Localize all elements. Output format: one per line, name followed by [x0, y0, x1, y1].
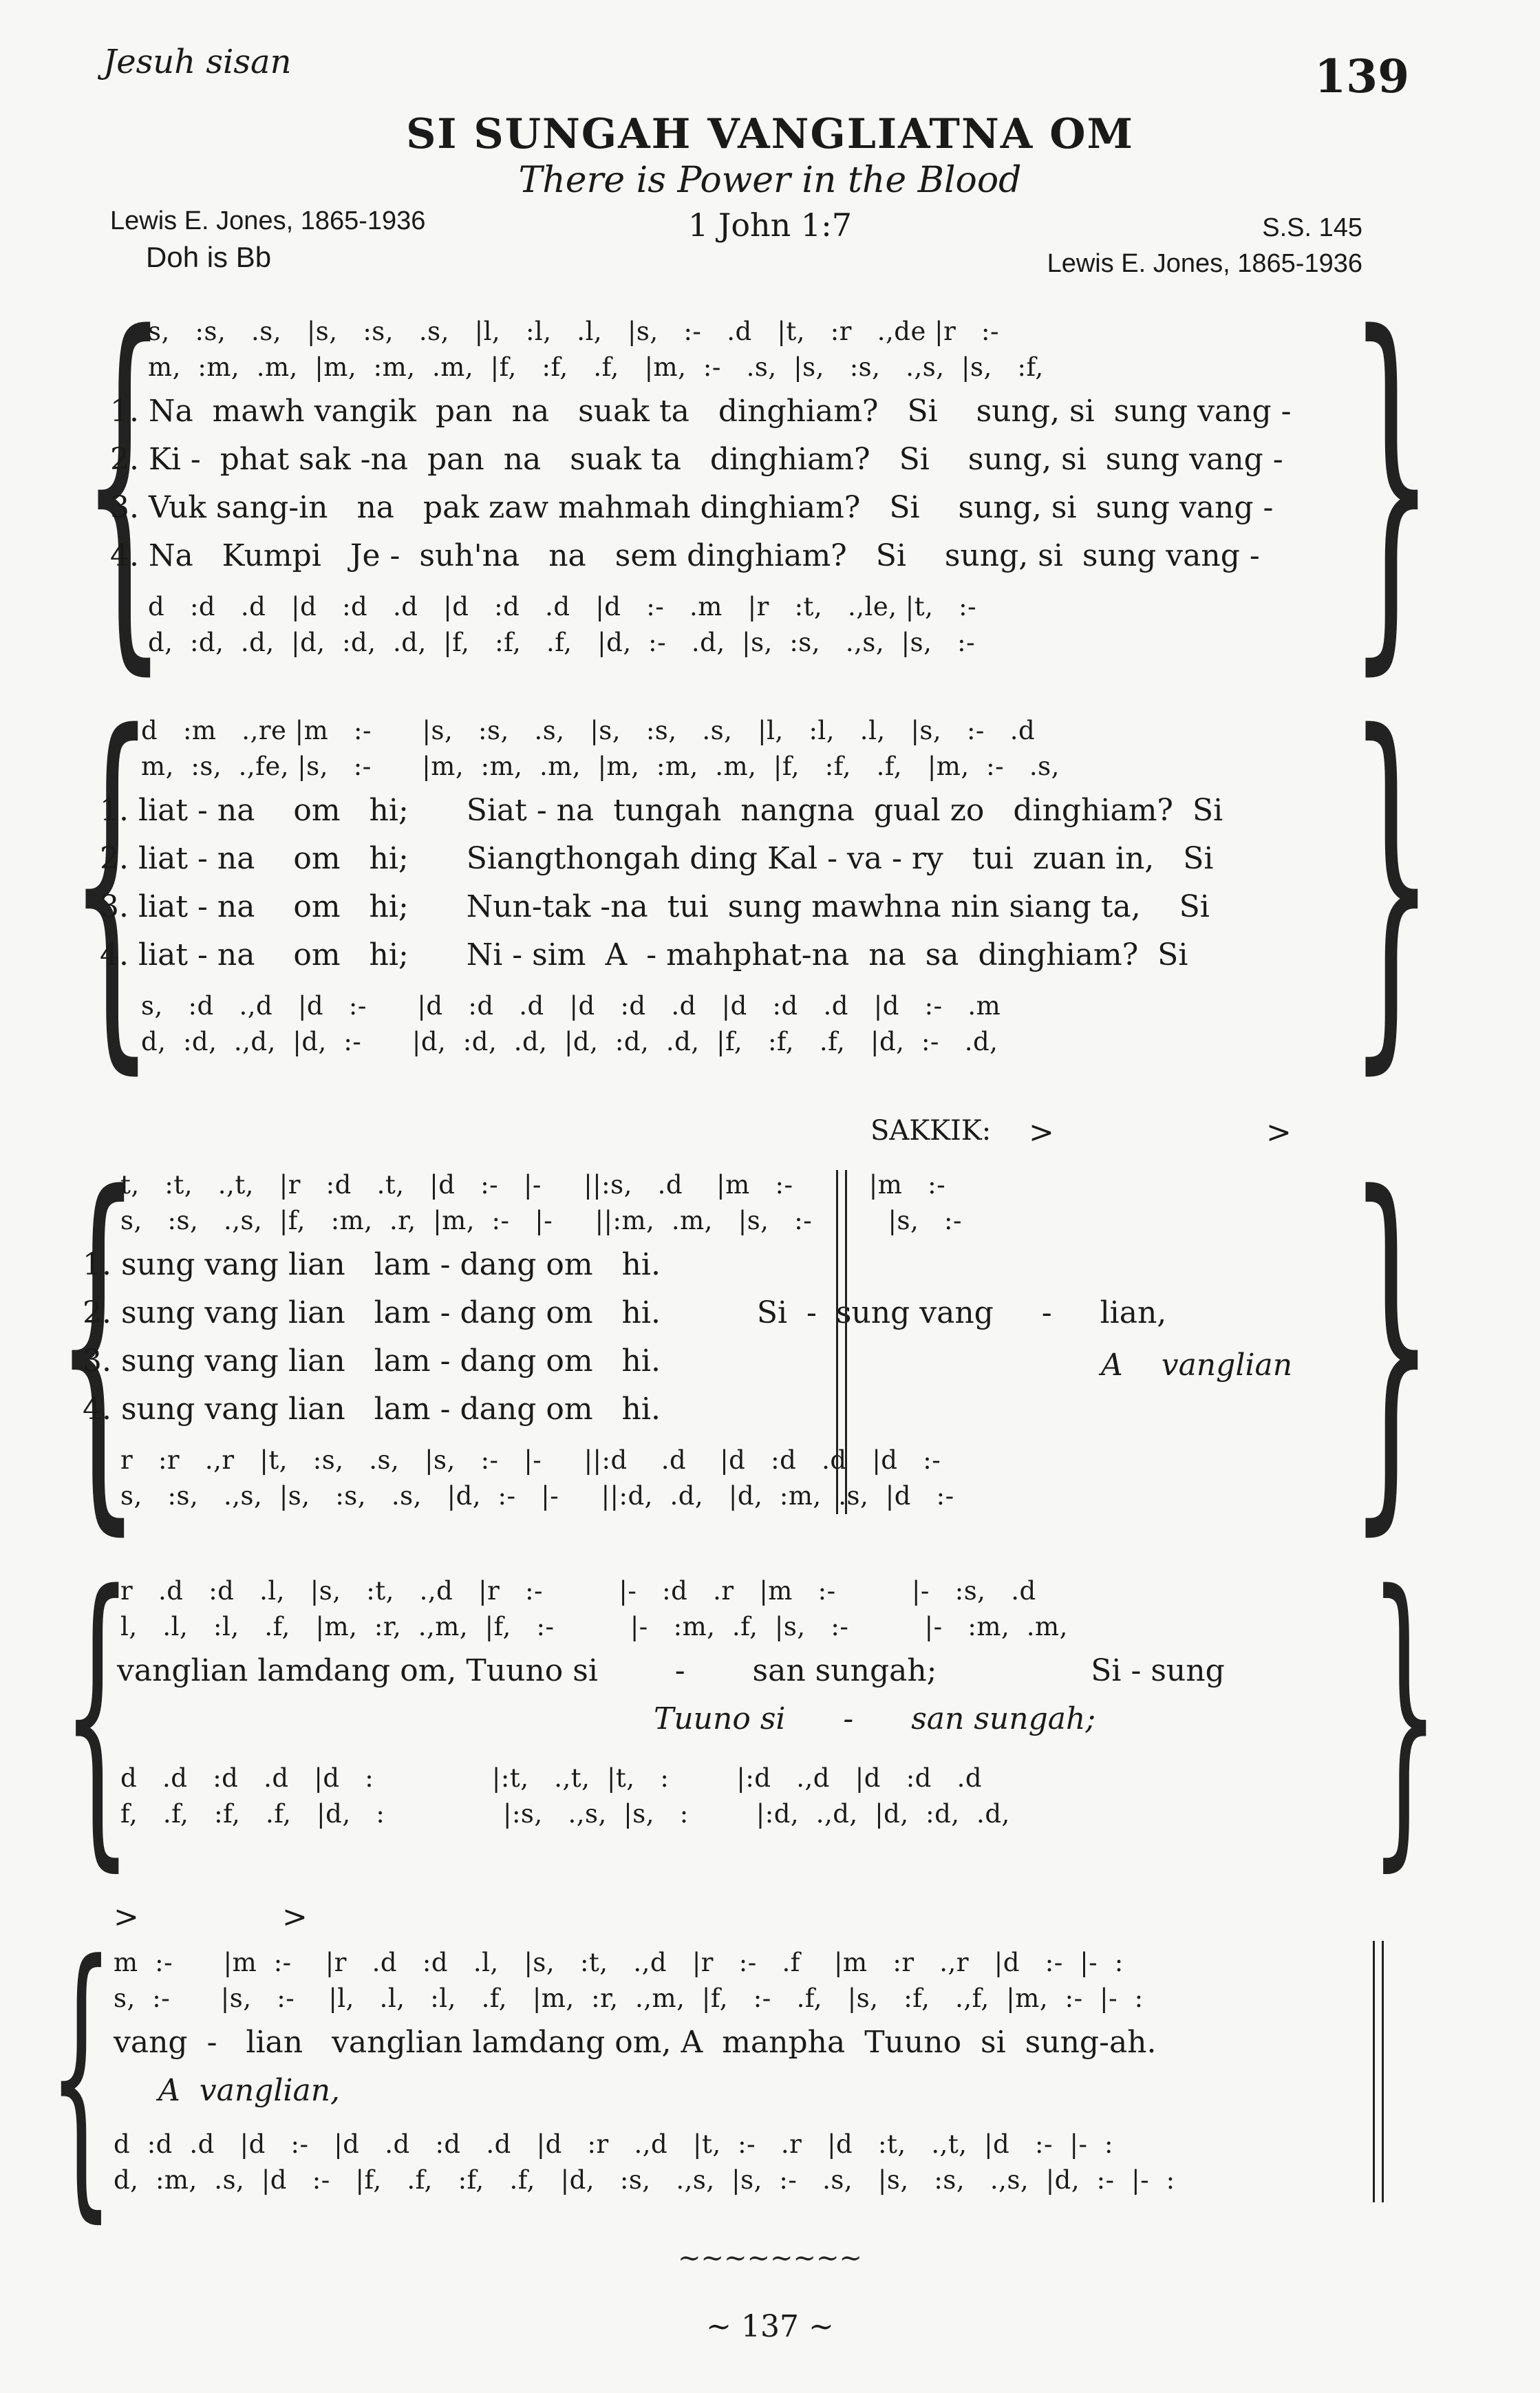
tenor-solfa-line: d .d :d .d |d : |:t, .,t, |t, : |:d .,d |d :d .d: [120, 1763, 983, 1793]
key-signature: Doh is Bb: [146, 241, 272, 273]
chorus-label: SAKKIK:: [870, 1115, 992, 1147]
soprano-solfa-line: m :- |m :- |r .d :d .l, |s, :t, .,d |r :- .f |m :r .,r |d :- |- :: [114, 1948, 1124, 1977]
alto-solfa-line: s, :s, .,s, |f, :m, .r, |m, :- |- ||:m, .m, |s, :- |s, :-: [120, 1206, 963, 1235]
tenor-solfa-line: d :d .d |d :- |d .d :d .d |d :r .,d |t, :- .r |d :t, .,t, |d :- |- :: [114, 2129, 1113, 2159]
left-brace: {: [62, 1529, 133, 1897]
accent-mark: >: [1029, 1115, 1054, 1150]
tenor-solfa-line: r :r .,r |t, :s, .s, |s, :- |- ||:d .d |d :d .d |d :-: [120, 1445, 941, 1475]
right-brace: }: [1349, 657, 1435, 1105]
music-system-5: [0, 1900, 1540, 2247]
alto-lyric-line: A vanglian,: [158, 2073, 341, 2108]
bass-solfa-line: d, :d, .,d, |d, :- |d, :d, .d, |d, :d, .d, |f, :f, .f, |d, :- .d,: [141, 1027, 998, 1056]
lyric-verse-2: 2. sung vang lian lam - dang om hi. Si - sung vang - lian,: [83, 1295, 1167, 1330]
music-system-2: [0, 657, 1540, 1105]
tenor-solfa-line: s, :d .,d |d :- |d :d .d |d :d .d |d :d .d |d :- .m: [141, 991, 1001, 1021]
lyric-verse-3: 3. sung vang lian lam - dang om hi.: [83, 1343, 661, 1379]
soprano-solfa-line: r .d :d .l, |s, :t, .,d |r :- |- :d .r |m :- |- :s, .d: [120, 1576, 1036, 1606]
lyric-verse-3: 3. Vuk sang-in na pak zaw mahmah dinghiam? Si sung, si sung vang -: [110, 490, 1274, 525]
music-system-3: [0, 1115, 1540, 1566]
ornament-divider: ~~~~~~~~: [677, 2242, 863, 2274]
alto-solfa-line: m, :m, .m, |m, :m, .m, |f, :f, .f, |m, :- .s, |s, :s, .,s, |s, :f,: [148, 352, 1044, 382]
scripture-reference: 1 John 1:7: [688, 206, 852, 244]
hymn-number: 139: [1314, 50, 1409, 103]
alto-lyric-line: Tuuno si - san sungah;: [654, 1701, 1096, 1736]
lyric-verse-2: 2. Ki - phat sak -na pan na suak ta dinghiam? Si sung, si sung vang -: [110, 442, 1283, 477]
songbook-reference: S.S. 145: [1262, 213, 1362, 242]
right-brace: }: [1349, 257, 1435, 706]
alto-chorus-lyric: A vanglian: [1101, 1348, 1293, 1383]
author-credit: Lewis E. Jones, 1865-1936: [110, 206, 426, 235]
composer-credit: Lewis E. Jones, 1865-1936: [1047, 249, 1362, 278]
alto-solfa-line: l, .l, :l, .f, |m, :r, .,m, |f, :- |- :m, .f, |s, :- |- :m, .m,: [120, 1612, 1068, 1641]
final-double-barline: [1373, 1941, 1384, 2202]
lyric-verse-2: 2. liat - na om hi; Siangthongah ding Kal - va - ry tui zuan in, Si: [100, 841, 1214, 876]
double-barline: [836, 1170, 847, 1514]
lyric-verse-4: 4. sung vang lian lam - dang om hi.: [83, 1392, 661, 1427]
hymn-title: SI SUNGAH VANGLIATNA OM: [406, 110, 1134, 158]
tenor-solfa-line: d :d .d |d :d .d |d :d .d |d :- .m |r :t, .,le, |t, :-: [148, 592, 977, 621]
left-brace: {: [69, 657, 155, 1105]
accent-mark: >: [282, 1900, 308, 1935]
lyric-verse-1: 1. Na mawh vangik pan na suak ta dinghiam? Si sung, si sung vang -: [110, 394, 1292, 429]
lyric-verse-1: 1. sung vang lian lam - dang om hi.: [83, 1247, 661, 1282]
soprano-solfa-line: t, :t, .,t, |r :d .t, |d :- |- ||:s, .d |m :- |m :-: [120, 1170, 946, 1200]
left-brace: {: [55, 1118, 141, 1566]
bass-solfa-line: f, .f, :f, .f, |d, : |:s, .,s, |s, : |:d, .,d, |d, :d, .d,: [120, 1799, 1010, 1829]
lyric-verse-1: 1. liat - na om hi; Siat - na tungah nangna gual zo dinghiam? Si: [100, 793, 1223, 828]
page-number: ~ 137 ~: [706, 2309, 834, 2344]
bass-solfa-line: d, :d, .d, |d, :d, .d, |f, :f, .f, |d, :- .d, |s, :s, .,s, |s, :-: [148, 628, 976, 657]
alto-solfa-line: s, :- |s, :- |l, .l, :l, .f, |m, :r, .,m, |f, :- .f, |s, :f, .,f, |m, :- |- :: [114, 1983, 1144, 2013]
music-system-4: [0, 1529, 1540, 1897]
lyric-line: vanglian lamdang om, Tuuno si - san sungah; Si - sung: [117, 1653, 1225, 1688]
running-head: Jesuh sisan: [103, 43, 292, 81]
bass-solfa-line: s, :s, .,s, |s, :s, .s, |d, :- |- ||:d, .d, |d, :m, .s, |d :-: [120, 1481, 954, 1511]
alto-solfa-line: m, :s, .,fe, |s, :- |m, :m, .m, |m, :m, .m, |f, :f, .f, |m, :- .s,: [141, 752, 1060, 781]
left-brace: {: [48, 1903, 114, 2247]
accent-mark: >: [1266, 1115, 1292, 1150]
accent-mark: >: [114, 1900, 139, 1935]
soprano-solfa-line: d :m .,re |m :- |s, :s, .s, |s, :s, .s, |l, :l, .l, |s, :- .d: [141, 716, 1036, 745]
lyric-line: vang - lian vanglian lamdang om, A manpha Tuuno si sung-ah.: [114, 2025, 1157, 2060]
lyric-verse-4: 4. liat - na om hi; Ni - sim A - mahphat-na na sa dinghiam? Si: [100, 937, 1188, 972]
hymn-subtitle: There is Power in the Blood: [518, 160, 1022, 201]
right-brace: }: [1369, 1529, 1440, 1897]
lyric-verse-3: 3. liat - na om hi; Nun-tak -na tui sung mawhna nin siang ta, Si: [100, 889, 1210, 924]
right-brace: }: [1349, 1118, 1435, 1566]
lyric-verse-4: 4. Na Kumpi Je - suh'na na sem dinghiam? Si sung, si sung vang -: [110, 538, 1260, 573]
bass-solfa-line: d, :m, .s, |d :- |f, .f, :f, .f, |d, :s, .,s, |s, :- .s, |s, :s, .,s, |d, :- |- :: [114, 2165, 1175, 2195]
soprano-solfa-line: s, :s, .s, |s, :s, .s, |l, :l, .l, |s, :- .d |t, :r .,de |r :-: [148, 317, 1000, 346]
left-brace: {: [81, 257, 167, 706]
